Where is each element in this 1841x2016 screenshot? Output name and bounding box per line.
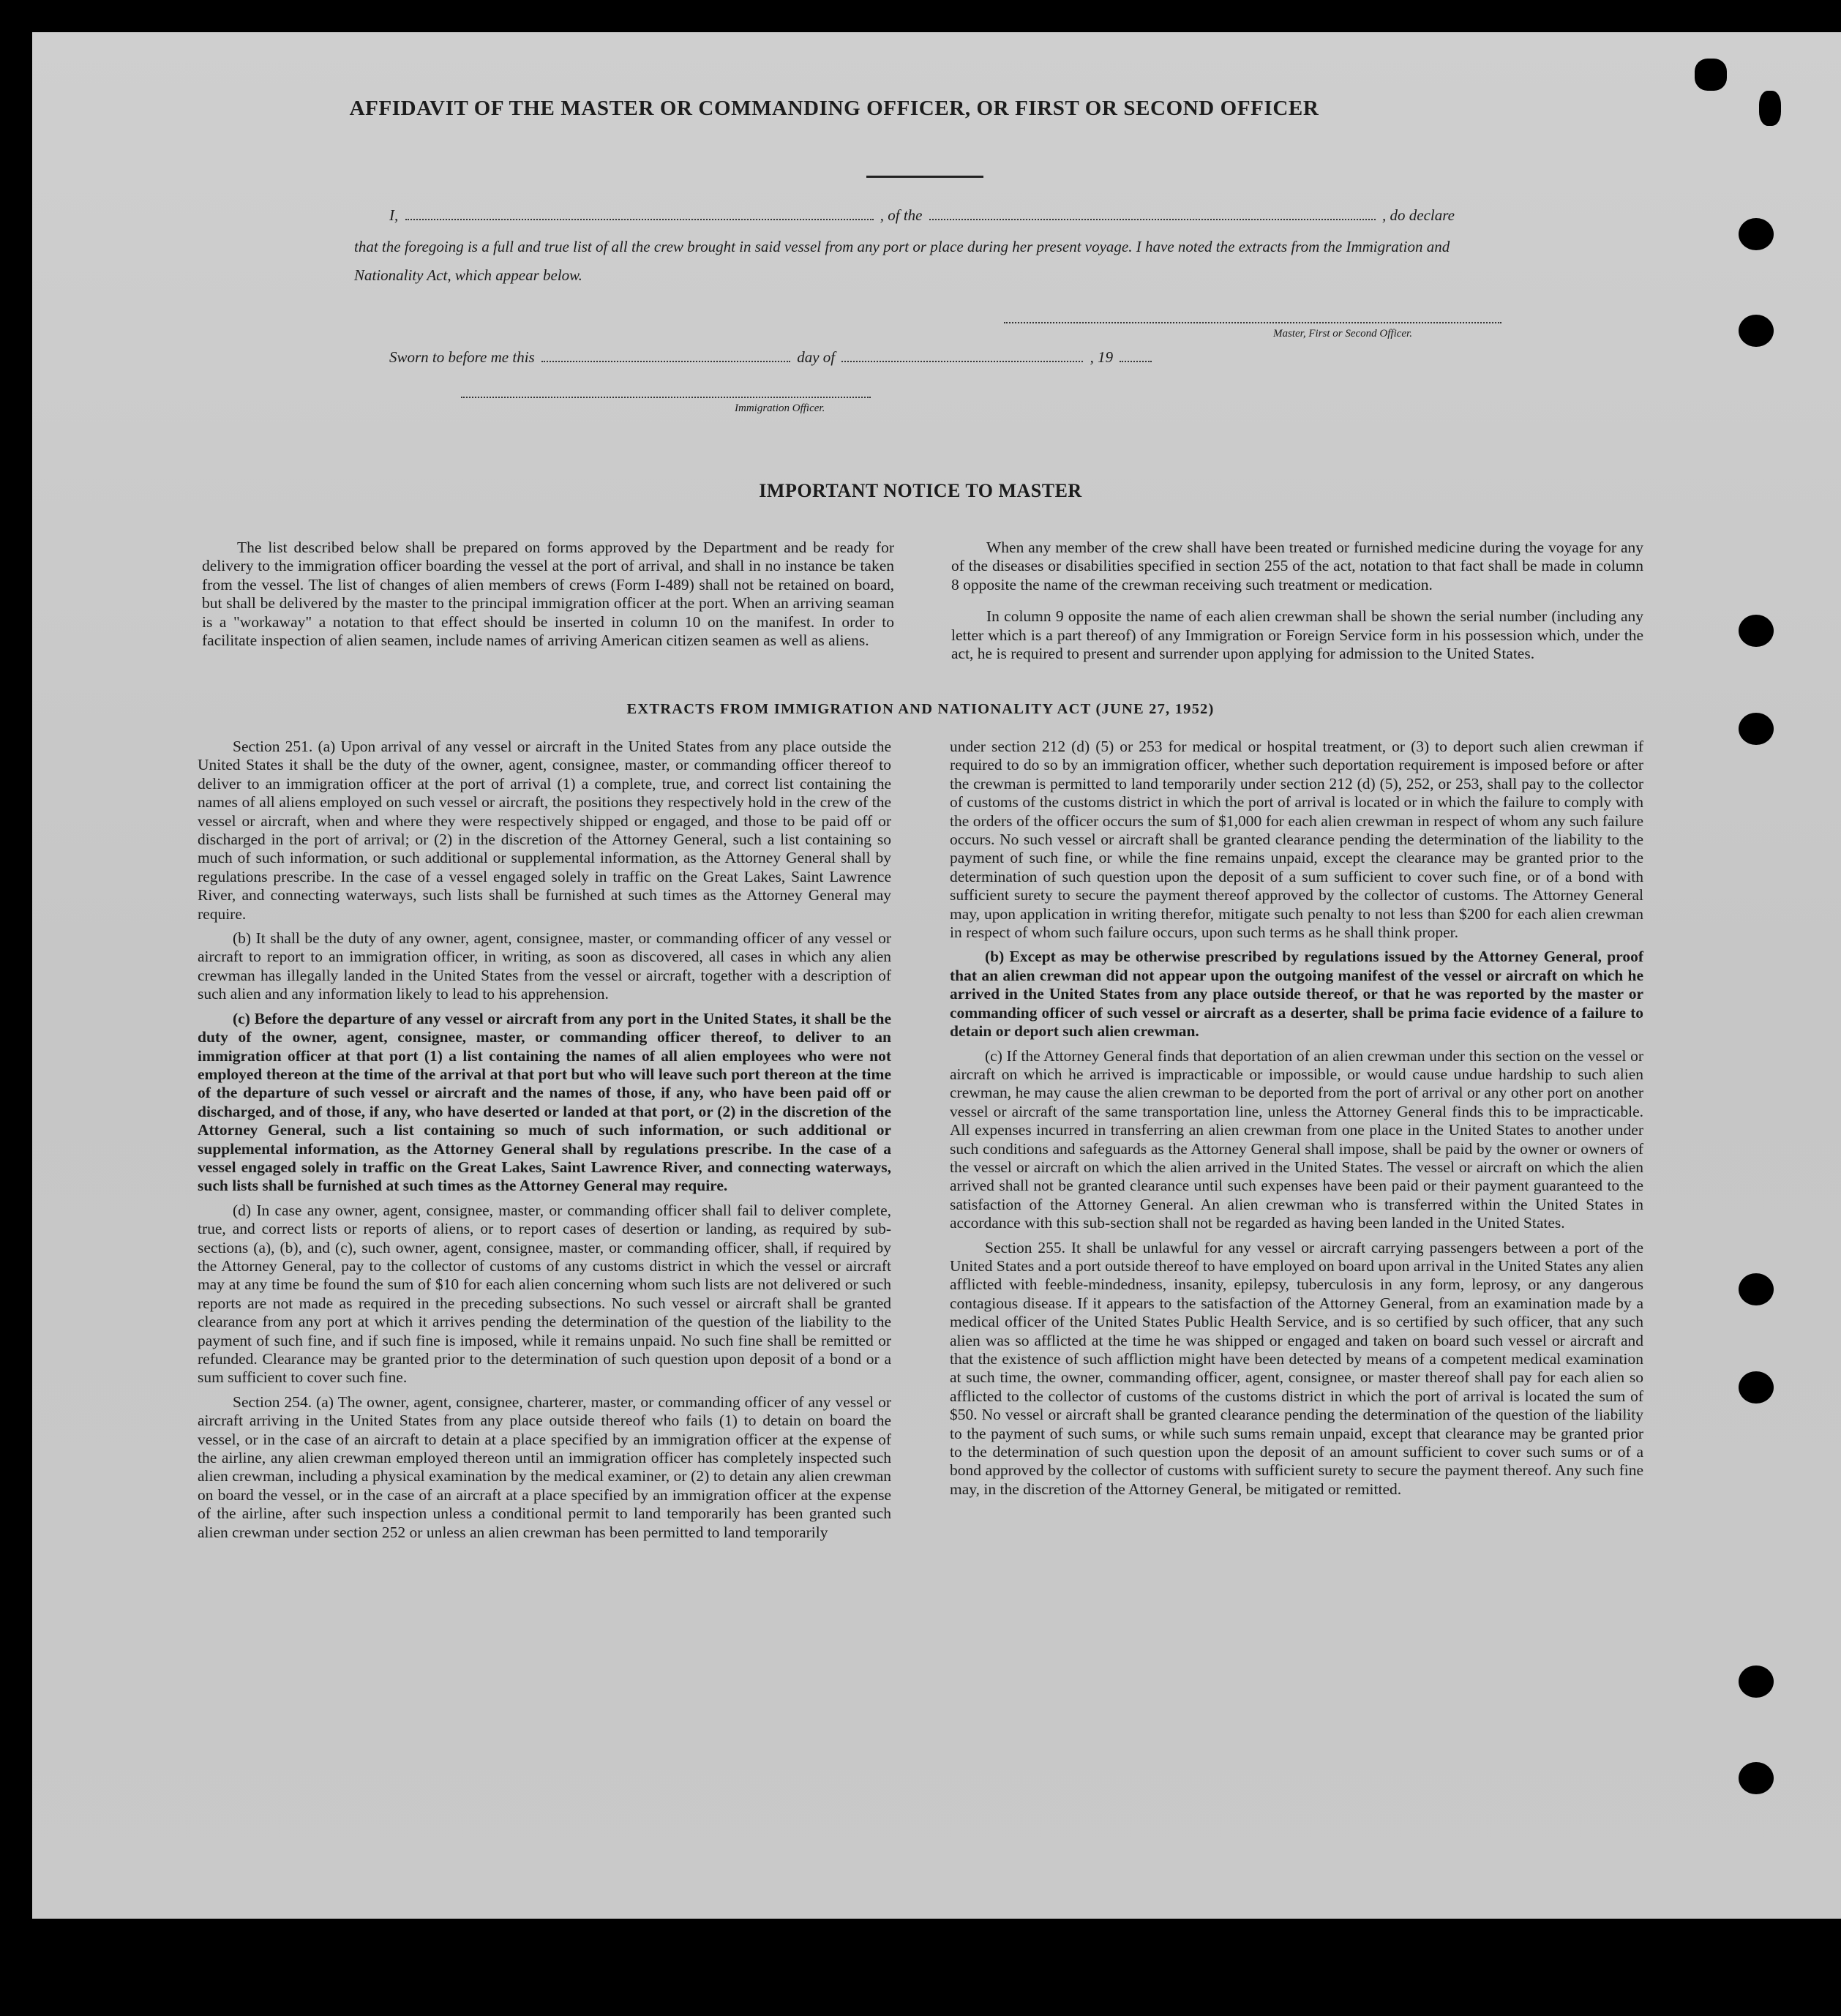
extracts-right-column <box>950 738 1643 1504</box>
section-254-a-continued: under section 212 (d) (5) or 253 for medical or hospital treatment, or (3) to deport such alien crewman if required to do so by an immigration officer, whether such deportation requirement is imposed before or after the crewman is permitted to land temporarily under section 212 (d) (5), 252, or 253, shall pay to the collector of customs of the customs district in which the port of arrival is located or in which the failure to comply with the orders of the officer occurs the sum of $1,000 for each alien crewman in respect of whom any such failure occurs. No such vessel or aircraft shall be granted clearance pending the determination of the liability to the payment of such fine, or while the fine remains unpaid, except the clearance may be granted prior to the determination of such question upon the deposit of a sum sufficient to cover such fine, or of a bond with sufficient surety to secure the payment thereof approved by the collector of customs. The Attorney General may, upon application in writing therefor, mitigate such penalty to not less than $200 for each alien crewman in respect of whom such failure occurs, upon such terms as he shall think proper. <box>950 738 1643 942</box>
torn-corner-mark <box>1759 91 1781 126</box>
binder-hole <box>1739 1273 1774 1305</box>
binder-hole <box>1739 315 1774 347</box>
notice-title: IMPORTANT NOTICE TO MASTER <box>759 480 1082 501</box>
section-254-a: Section 254. (a) The owner, agent, consignee, charterer, master, or commanding officer of any vessel or aircraft arriving in the United States from any place outside thereof who fails (1) to detain on board the vessel, or in the case of an aircraft to detain at a place specified by an immigration officer at the expense of the airline, any alien crewman employed thereon until an immigration officer has completely inspected such alien crewman, including a physical examination by the medical examiner, or (2) to detain any alien crewman on board the vessel, or in the case of an aircraft at a place specified by an immigration officer at the expense of the airline, after such inspection unless a conditional permit to land temporarily has been granted such alien crewman under section 252 or unless an alien crewman has been permitted to land temporarily <box>198 1393 891 1541</box>
title-rule <box>866 176 983 178</box>
declaration-text: that the foregoing is a full and true list of all the crew brought in said vessel from any port or place during her present voyage. I have noted the extracts from the Immigration and Nationality Act, which appear below. <box>354 238 1450 284</box>
notice-right-column <box>951 539 1643 669</box>
vessel-name-field[interactable] <box>929 219 1376 220</box>
section-251-b: (b) It shall be the duty of any owner, agent, consignee, master, or commanding officer of any vessel or aircraft to report to an immigration officer, in writing, as soon as discovered, all cases in which any alien crewman has illegally landed in the United States from the vessel or aircraft, together with a description of such alien and any information likely to lead to his apprehension. <box>198 929 891 1003</box>
sworn-day-field[interactable] <box>541 361 790 362</box>
section-251-c: (c) Before the departure of any vessel or aircraft from any port in the United States, it shall be the duty of the owner, agent, consignee, master, or commanding officer thereof, to deliver to an immigration officer at that port (1) a list containing the names of all alien employees who were not employed thereon at the time of the arrival at that port but who will leave such port thereon at the time of the departure of such vessel or aircraft and the names of those, if any, who have been paid off or discharged, and of those, if any, who have deserted or landed at that port, or (2) in the discretion of the Attorney General, such a list containing so much of such information, or such additional or supplemental information, as the Attorney General shall by regulations prescribe. In the case of a vessel engaged solely in traffic on the Great Lakes, Saint Lawrence River, and connecting waterways, such lists shall be furnished at such times as the Attorney General may require. <box>198 1009 891 1195</box>
section-251-a: Section 251. (a) Upon arrival of any vessel or aircraft in the United States from any place outside the United States it shall be the duty of the owner, agent, consignee, master, or commanding officer thereof to deliver to an immigration officer at the port of arrival (1) a complete, true, and correct list containing the names of all aliens employed on such vessel or aircraft, the positions they respectively hold in the crew of the vessel or aircraft, when and where they were respectively shipped or engaged, and those to be paid off or discharged in the port of arrival; or (2) in the discretion of the Attorney General, such a list containing so much of such information, or such additional or supplemental information, as the Attorney General shall by regulations prescribe. In the case of a vessel engaged solely in traffic on the Great Lakes, Saint Lawrence River, and connecting waterways, such lists shall be furnished at such times as the Attorney General may require. <box>198 738 891 923</box>
notice-paragraph: The list described below shall be prepared on forms approved by the Department and be ready for delivery to the immigration officer boarding the vessel at the port of arrival, and shall in no instance be taken from the vessel. The list of changes of alien members of crews (Form I-489) shall not be retained on board, but shall be delivered by the master to the principal immigration officer at the port. When an arriving seaman is a "workaway" a notation to that effect should be inserted in column 10 on the manifest. In order to facilitate inspection of alien seamen, include names of arriving American citizen seamen as well as aliens. <box>202 539 894 650</box>
torn-corner-mark <box>1695 59 1727 91</box>
binder-hole <box>1739 1371 1774 1404</box>
binder-hole <box>1739 1762 1774 1794</box>
extracts-left-column <box>198 738 891 1548</box>
of-the-label: , of the <box>880 206 923 224</box>
declarant-name-field[interactable] <box>405 219 874 220</box>
sworn-label: Sworn to before me this <box>389 348 535 366</box>
do-declare-label: , do declare <box>1382 206 1455 224</box>
officer-signature-line[interactable] <box>461 397 871 398</box>
master-signature-line[interactable] <box>1004 322 1501 323</box>
sworn-month-field[interactable] <box>841 361 1083 362</box>
notice-paragraph: When any member of the crew shall have been treated or furnished medicine during the voyage for any of the diseases or disabilities specified in section 255 of the act, notation to that fact shall be made in column 8 opposite the name of the crewman receiving such treatment or medication. <box>951 539 1643 593</box>
affidavit-title: AFFIDAVIT OF THE MASTER OR COMMANDING OFFICER, OR FIRST OR SECOND OFFICER <box>349 97 1319 120</box>
officer-signature-caption: Immigration Officer. <box>735 402 825 414</box>
extracts-title: EXTRACTS FROM IMMIGRATION AND NATIONALITY ACT (JUNE 27, 1952) <box>626 701 1215 717</box>
binder-hole <box>1739 615 1774 647</box>
binder-hole <box>1739 218 1774 250</box>
master-signature-caption: Master, First or Second Officer. <box>1273 328 1412 340</box>
sworn-line <box>389 348 1155 367</box>
notice-left-column <box>202 539 894 656</box>
sworn-year-field[interactable] <box>1120 361 1152 362</box>
section-254-c: (c) If the Attorney General finds that deportation of an alien crewman under this section on the vessel or aircraft on which he arrived is impracticable or impossible, or would cause undue hardship to such alien crewman, he may cause the alien crewman to be deported from the port of arrival or any other port on another vessel or aircraft of the same transportation line, unless the Attorney General finds this to be impracticable. All expenses incurred in transferring an alien crewman from one place in the United States to another under such conditions and safeguards as the Attorney General shall impose, shall be paid by the owner or owners of the vessel or aircraft on which the alien arrived in the United States. The vessel or aircraft on which the alien arrived shall not be granted clearance until such expenses have been paid or their payment guaranteed to the satisfaction of the Attorney General. An alien crewman who is transferred within the United States in accordance with this sub-section shall not be regarded as having been landed in the United States. <box>950 1046 1643 1232</box>
section-251-d: (d) In case any owner, agent, consignee, master, or commanding officer shall fail to deliver complete, true, and correct lists or reports of aliens, or to report cases of desertion or landing, as required by sub-sections (a), (b), and (c), such owner, agent, consignee, master, or commanding officer, shall, if required by the Attorney General, pay to the collector of customs of any customs district in which the vessel or aircraft may at any time be found the sum of $10 for each alien concerning whom such lists are not delivered or such reports are not made as required in the preceding subsections. No such vessel or aircraft shall be granted clearance from any port at which it arrives pending the determination of the question of the liability to the payment of such fine, and if such fine is imposed, while it remains unpaid. No such fine shall be remitted or refunded. Clearance may be granted prior to the determination of such question upon deposit of a bond or a sum sufficient to cover such fine. <box>198 1201 891 1387</box>
day-of-label: day of <box>797 348 836 366</box>
year-label: , 19 <box>1090 348 1114 366</box>
declaration-line <box>389 206 1455 225</box>
section-254-b: (b) Except as may be otherwise prescribed by regulations issued by the Attorney General, proof that an alien crewman did not appear upon the outgoing manifest of the vessel or aircraft on which he arrived in the United States from any place outside thereof, or that he was reported by the master or commanding officer of such vessel or aircraft as a deserter, shall be prima facie evidence of a failure to detain or deport such alien crewman. <box>950 948 1643 1041</box>
notice-paragraph: In column 9 opposite the name of each alien crewman shall be shown the serial number (including any letter which is a part thereof) of any Immigration or Foreign Service form in his possession which, under the act, he is required to present and surrender upon applying for admission to the United States. <box>951 607 1643 663</box>
binder-hole <box>1739 1665 1774 1698</box>
declarant-prefix: I, <box>389 206 399 224</box>
section-255: Section 255. It shall be unlawful for any vessel or aircraft carrying passengers between a port of the United States and a port outside thereof to have employed on board upon arrival in the United States any alien afflicted with feeble-mindedness, insanity, epilepsy, tuberculosis in any form, leprosy, or any dangerous contagious disease. If it appears to the satisfaction of the Attorney General, from an examination made by a medical officer of the United States Public Health Service, and is so certified by such officer, that any such alien was so afflicted at the time he was shipped or engaged and taken on board such vessel or aircraft and that the existence of such affliction might have been detected by means of a competent medical examination at such time, the owner, commanding officer, agent, consignee, or master thereof shall pay for each alien so afflicted to the collector of customs of the customs district in which the port of arrival is located the sum of $50. No vessel or aircraft shall be granted clearance pending the determination of the question of the liability to the payment of such sums, or while such sums remain unpaid, except that clearance may be granted prior to the determination of such question upon the deposit of an amount sufficient to cover such sums or of a bond approved by the collector of customs with sufficient surety to secure the payment thereof. Any such fine may, in the discretion of the Attorney General, be mitigated or remitted. <box>950 1238 1643 1498</box>
